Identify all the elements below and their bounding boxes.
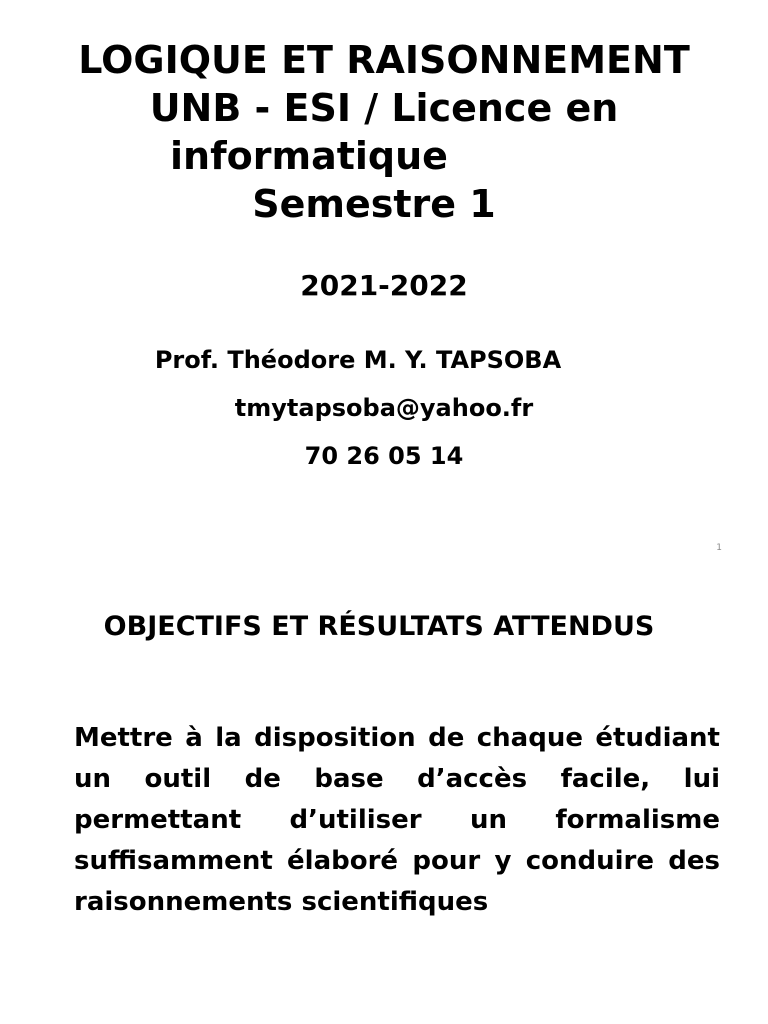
page-number: 1 <box>716 543 722 553</box>
section-heading: OBJECTIFS ET RÉSULTATS ATTENDUS <box>103 611 655 642</box>
title-line-program: UNB - ESI / Licence en <box>149 86 619 130</box>
professor-phone: 70 26 05 14 <box>304 442 464 470</box>
title-line-semester: Semestre 1 <box>252 182 496 226</box>
professor-email: tmytapsoba@yahoo.fr <box>234 394 534 422</box>
title-line-field: informatique <box>170 134 448 178</box>
objective-paragraph: Mettre à la disposition de chaque étudiant un outil de base d’accès facile, lui permettant d’utiliser un formalisme suffisamment élaboré pour y conduire des raisonnements scientifiques <box>74 723 720 917</box>
professor-name: Prof. Théodore M. Y. TAPSOBA <box>154 346 562 374</box>
contact-block <box>0 336 768 480</box>
course-title <box>0 36 768 228</box>
objectives-slide <box>0 568 768 1024</box>
academic-year: 2021-2022 <box>300 269 468 302</box>
title-line-course: LOGIQUE ET RAISONNEMENT <box>78 38 690 82</box>
